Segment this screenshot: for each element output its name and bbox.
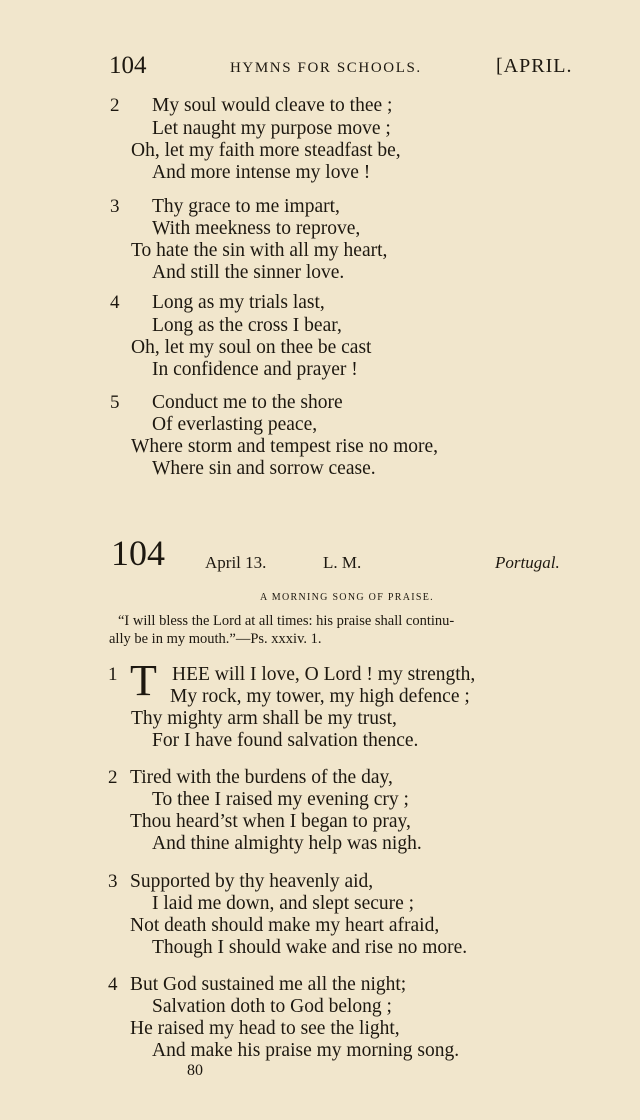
verse-number: 5 [110,392,120,413]
verse-line: And make his praise my morning song. [152,1040,460,1061]
verse-line: Oh, let my soul on thee be cast [131,337,372,358]
verse-line: Where storm and tempest rise no more, [131,436,439,457]
running-page-number: 104 [109,52,147,79]
verse-line: But God sustained me all the night; [130,974,407,995]
verse-line: Long as the cross I bear, [152,315,342,336]
verse-number: 3 [110,196,120,217]
epigraph-line: “I will bless the Lord at all times: his praise shall continu- [118,613,455,629]
hymn-meter: L. M. [323,553,362,572]
verse-line: Where sin and sorrow cease. [152,458,376,479]
verse-line: Though I should wake and rise no more. [152,937,468,958]
verse-line: And still the sinner love. [152,262,345,283]
hymn-number: 104 [111,533,165,573]
verse-line: Thy mighty arm shall be my trust, [131,708,397,729]
verse-line: To thee I raised my evening cry ; [152,789,409,810]
verse-number: 4 [108,974,118,995]
verse-line: He raised my head to see the light, [130,1018,400,1039]
verse-line: Long as my trials last, [152,292,325,313]
verse-line: With meekness to reprove, [152,218,361,239]
verse-line: Let naught my purpose move ; [152,118,391,139]
folio-number: 80 [187,1062,203,1079]
verse-line: Thou heard’st when I began to pray, [130,811,411,832]
hymn-date: April 13. [205,553,267,572]
verse-number: 3 [108,871,118,892]
verse-line: In confidence and prayer ! [152,359,358,380]
verse-line: Not death should make my heart afraid, [130,915,440,936]
verse-line: Supported by thy heavenly aid, [130,871,374,892]
verse-line: Salvation doth to God belong ; [152,996,392,1017]
verse-number: 2 [108,767,118,788]
verse-line: Oh, let my faith more steadfast be, [131,140,401,161]
hymn-tune: Portugal. [495,553,560,572]
verse-line: For I have found salvation thence. [152,730,419,751]
verse-line: And more intense my love ! [152,162,371,183]
verse-line: Conduct me to the shore [152,392,343,413]
verse-line: I laid me down, and slept secure ; [152,893,415,914]
verse-line: Of everlasting peace, [152,414,318,435]
verse-line: My soul would cleave to thee ; [152,95,393,116]
verse-line: HEE will I love, O Lord ! my strength, [172,664,476,685]
hymn-subtitle: A MORNING SONG OF PRAISE. [260,592,434,603]
verse-line: To hate the sin with all my heart, [131,240,388,261]
epigraph-line: ally be in my mouth.”—Ps. xxxiv. 1. [109,631,322,647]
verse-line: And thine almighty help was nigh. [152,833,422,854]
verse-number: 2 [110,95,120,116]
drop-cap: T [130,656,157,705]
verse-line: My rock, my tower, my high defence ; [170,686,470,707]
verse-line: Thy grace to me impart, [152,196,340,217]
verse-line: Tired with the burdens of the day, [130,767,393,788]
running-title: HYMNS FOR SCHOOLS. [230,60,422,76]
running-month: [APRIL. [496,55,573,77]
verse-number: 4 [110,292,120,313]
verse-number: 1 [108,664,118,685]
